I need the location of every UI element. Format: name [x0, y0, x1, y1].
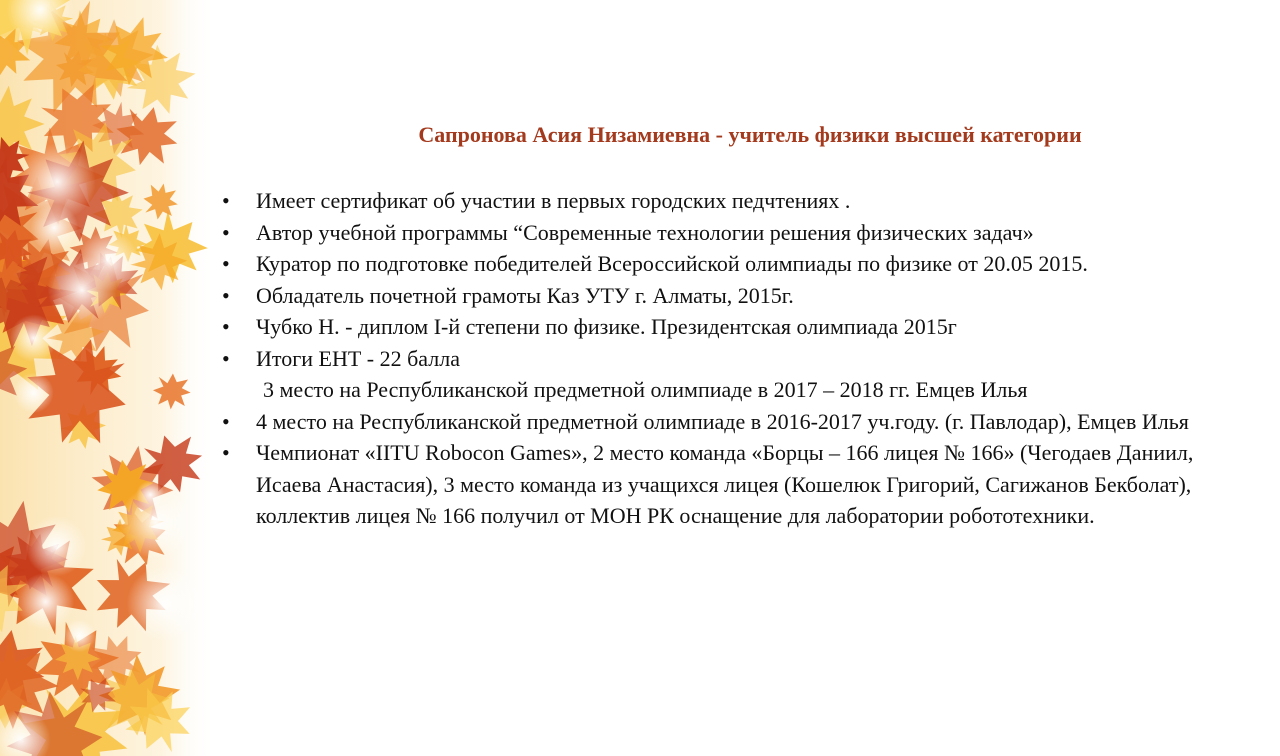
list-item: • 4 место на Республиканской предметной олимпиаде в 2016-2017 уч.году. (г. Павлодар), Емцев Илья — [220, 406, 1220, 438]
page-title: Сапронова Асия Низамиевна - учитель физики высшей категории — [418, 122, 1082, 147]
list-item: • Итоги ЕНТ - 22 балла — [220, 343, 1220, 375]
list-item: • Имеет сертификат об участии в первых городских педчтениях . — [220, 185, 1220, 217]
list-item: • Куратор по подготовке победителей Всероссийской олимпиады по физике от 20.05 2015. — [220, 248, 1220, 280]
list-item: • Обладатель почетной грамоты Каз УТУ г. Алматы, 2015г. — [220, 280, 1220, 312]
achievements-list — [220, 185, 1220, 532]
autumn-leaves-border — [0, 0, 215, 756]
list-item: 3 место на Республиканской предметной олимпиаде в 2017 – 2018 гг. Емцев Илья — [263, 377, 1028, 402]
list-item: • Автор учебной программы “Современные технологии решения физических задач» — [220, 217, 1220, 249]
list-item: • Чубко Н. - диплом I-й степени по физике. Президентская олимпиада 2015г — [220, 311, 1220, 343]
list-item: • Чемпионат «IITU Robocon Games», 2 место команда «Борцы – 166 лицея № 166» (Чегодаев Даниил, Исаева Анастасия), 3 место команда из учащихся лицея (Кошелюк Григорий, Сагижанов Бекболат), коллектив лицея № 166 получил от МОН РК оснащение для лаборатории робототехники. — [220, 437, 1220, 532]
